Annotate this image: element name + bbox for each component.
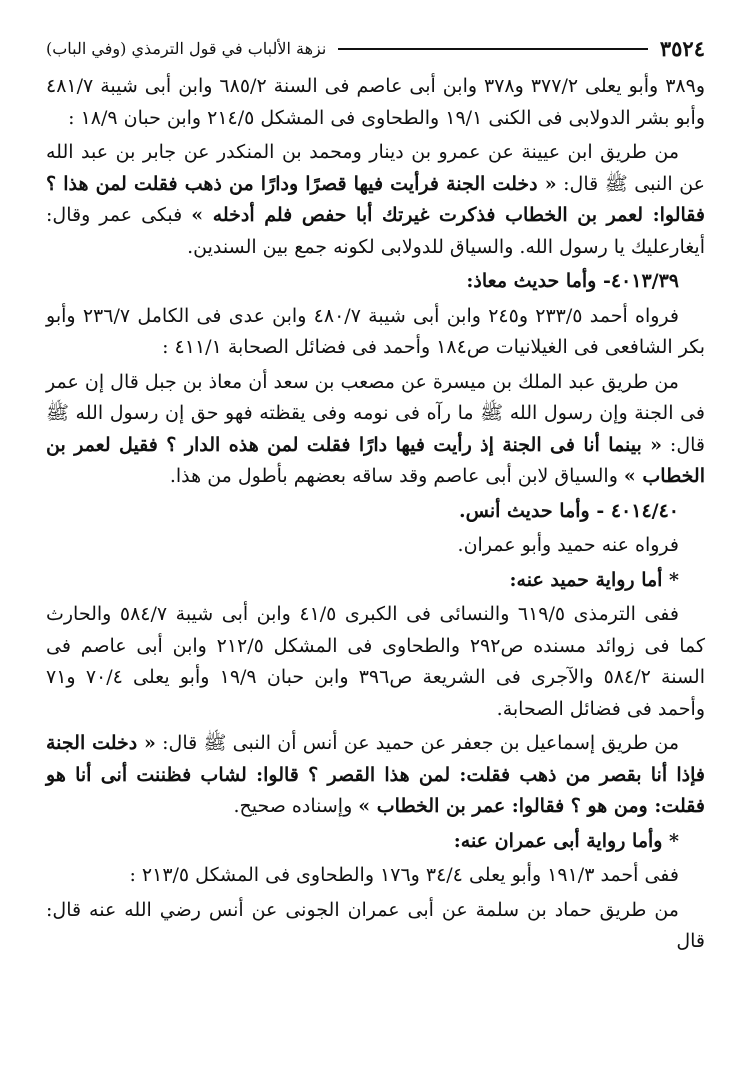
quoted-hadith-text: * وأما رواية أبى عمران عنه: [453,829,679,852]
body-text [46,71,705,958]
paragraph [46,860,705,892]
paragraph-text: من طريق عبد الملك بن ميسرة عن مصعب بن سعد أن معاذ بن جبل قال إن عمر فى الجنة وإن رسول الله ﷺ ما رآه فى نومه وفى يقظته فهو حق إن رسول الله ﷺ قال: [46,370,706,456]
paragraph [46,599,705,725]
page-number: ٣٥٢٤ [659,36,705,61]
paragraph-text: من طريق إسماعيل بن جعفر عن حميد عن أنس أن النبى ﷺ قال: [155,732,679,754]
paragraph-text: والسياق لابن أبى عاصم وقد ساقه بعضهم بأطول من هذا. [169,465,624,487]
paragraph [46,137,705,263]
paragraph-text: من طريق حماد بن سلمة عن أبى عمران الجونى عن أنس رضي الله عنه قال: قال [46,898,705,952]
quoted-hadith-text: « بينما أنا فى الجنة إذ رأيت فيها دارًا فقلت لمن هذه الدار ؟ فقيل لعمر بن الخطاب » [46,433,705,487]
quoted-hadith-text: « دخلت الجنة فإذا أنا بقصر من ذهب فقلت: لمن هذا القصر ؟ قالوا: لشاب فظننت أنى أنا هو فقلت: ومن هو ؟ فقالوا: عمر بن الخطاب » [46,732,705,817]
paragraph-text: وإسناده صحيح. [233,795,359,817]
paragraph [46,895,705,958]
section-heading [46,826,705,858]
page-header [46,36,705,61]
section-heading [46,496,705,528]
quoted-hadith-text: ٤٠١٤/٤٠ - وأما حديث أنس. [458,499,679,522]
quoted-hadith-text: ٤٠١٣/٣٩- وأما حديث معاذ: [466,270,679,292]
running-title: نزهة الألباب في قول الترمذي (وفي الباب) [46,39,327,58]
paragraph [46,301,705,364]
paragraph-text: و٣٨٩ وأبو يعلى ٣٧٧/٢ و٣٧٨ وابن أبى عاصم فى السنة ٦٨٥/٢ وابن أبى شيبة ٤٨١/٧ وأبو بشر الدولابى فى الكنى ١٩/١ والطحاوى فى المشكل ٢١٤/٥ وابن حبان ١٨/٩ : [46,75,706,129]
paragraph [46,728,705,823]
paragraph-text: ففى الترمذى ٦١٩/٥ والنسائى فى الكبرى ٤١/٥ وابن أبى شيبة ٥٨٤/٧ والحارث كما فى زوائد مسنده ص٢٩٢ والطحاوى فى المشكل ٢١٢/٥ وابن أبى عاصم فى السنة ٥٨٤/٢ والآجرى فى الشريعة ص٣٩٦ وابن حبان ١٩/٩ وأبو يعلى ٧٠/٤ و٧١ وأحمد فى فضائل الصحابة. [46,603,706,720]
quoted-hadith-text: * أما رواية حميد عنه: [509,568,679,591]
section-heading [46,565,705,597]
paragraph [46,71,705,134]
paragraph [46,530,705,562]
paragraph-text: فرواه عنه حميد وأبو عمران. [457,534,679,556]
paragraph-text: فبكى عمر وقال: أيغارعليك يا رسول الله. والسياق للدولابى لكونه جمع بين السندين. [46,204,705,258]
paragraph-text: ففى أحمد ١٩١/٣ وأبو يعلى ٣٤/٤ و١٧٦ والطحاوى فى المشكل ٢١٣/٥ : [129,864,679,886]
paragraph-text: من طريق ابن عيينة عن عمرو بن دينار ومحمد بن المنكدر عن جابر بن عبد الله عن النبى ﷺ قال: [46,141,705,195]
paragraph [46,367,705,493]
paragraph-text: فرواه أحمد ٢٣٣/٥ و٢٤٥ وابن أبى شيبة ٤٨٠/٧ وابن عدى فى الكامل ٢٣٦/٧ وأبو بكر الشافعى فى الغيلانيات ص١٨٤ وأحمد فى فضائل الصحابة ٤١١/١ : [46,304,705,358]
section-heading [46,266,705,298]
header-rule [338,48,648,50]
quoted-hadith-text: « دخلت الجنة فرأيت فيها قصرًا ودارًا من ذهب فقلت لمن هذا ؟ فقالوا: لعمر بن الخطاب فذكرت غيرتك أبا حفص فلم أدخله » [46,172,705,226]
